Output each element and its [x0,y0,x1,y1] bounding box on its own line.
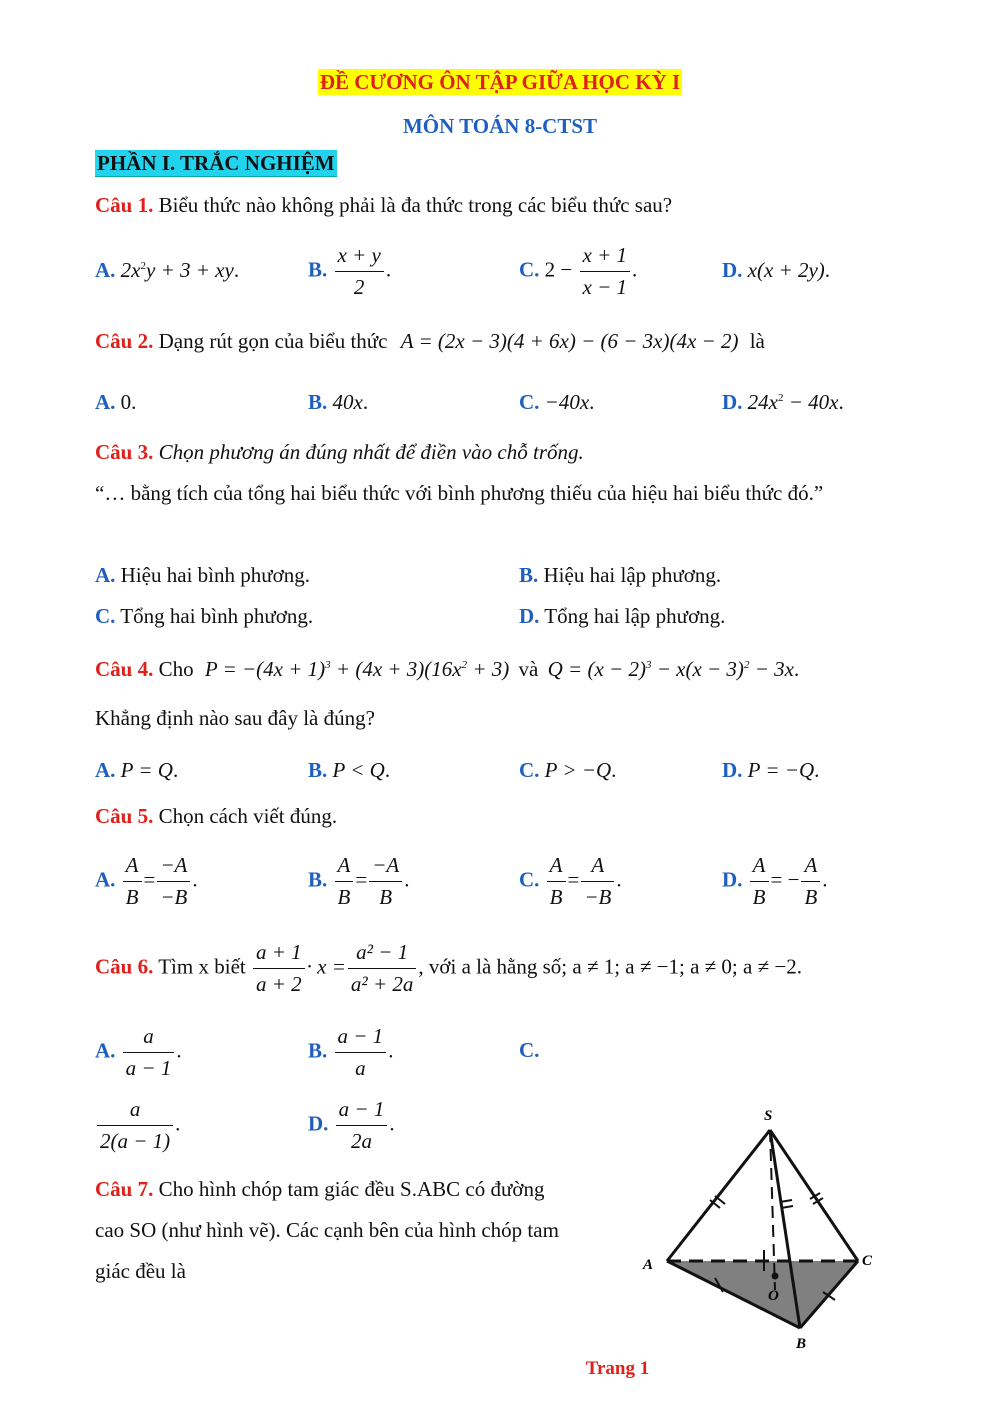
expression-p [205,657,509,681]
q6-option-d[interactable] [308,1097,395,1154]
period: . [388,1038,394,1063]
fraction [157,853,190,910]
option-expr: − 40x [783,390,839,414]
option-label: C. [95,604,116,628]
question-4-question: Khẳng định nào sau đây là đúng? [95,706,375,730]
numerator: A [335,853,354,882]
denominator: −B [160,885,188,909]
question-3-text: Chọn phương án đúng nhất để điền vào chỗ trống. [158,440,584,464]
option-expr: 2 − [544,257,573,282]
exponent: 2 [743,659,750,671]
denominator: B [549,885,563,909]
option-text: Tổng hai bình phương. [120,604,314,628]
denominator: a² + 2a [350,972,414,996]
fraction [123,1024,175,1081]
section-heading-text: PHẦN I. TRẮC NGHIỆM [97,151,335,175]
option-expr: −40x [544,390,590,414]
q6-option-c[interactable] [95,1097,180,1154]
label-O: O [768,1288,779,1304]
period: . [389,1111,395,1136]
question-4 [95,657,799,682]
question-5-text: Chọn cách viết đúng. [158,804,338,828]
fraction [336,1097,388,1154]
q6-option-c-label[interactable] [519,1038,539,1063]
option-expr: x(x + 2y) [747,258,825,282]
numerator: A [581,853,614,882]
option-label: D. [519,604,540,628]
option-label: A. [95,758,116,782]
period: . [616,867,622,892]
document-subtitle: MÔN TOÁN 8-CTST [402,114,598,138]
question-2-tail: là [749,329,765,353]
option-label: B. [308,867,328,892]
fraction [581,853,614,910]
option-label: A. [95,563,116,587]
document-title [0,70,1000,95]
question-6 [95,940,802,997]
q2-option-a[interactable] [95,390,136,415]
page-number: Trang 1 [585,1358,650,1379]
fraction [580,243,631,300]
q5-option-c[interactable] [519,853,622,910]
question-6-tail: , với a là hằng số; a ≠ 1; a ≠ −1; a ≠ 0; a ≠ −2. [418,954,802,979]
period: . [362,390,369,414]
expression-q [548,657,794,681]
option-expr: P = −Q [747,758,815,782]
period: . [824,258,831,282]
denominator: x − 1 [582,275,628,299]
option-label: D. [308,1111,329,1136]
point-O [772,1273,779,1280]
label-S: S [764,1108,773,1124]
q3-option-c[interactable] [95,604,313,629]
q1-option-d[interactable] [722,258,830,283]
period: . [233,258,240,282]
denominator: 2a [351,1129,372,1153]
operator: = [143,867,156,892]
fraction [123,853,142,910]
numerator: A [750,853,769,882]
period: . [385,257,392,282]
option-expr: 24x [747,390,778,414]
option-expr: P = Q [120,758,173,782]
period: . [192,867,198,892]
q4-option-b[interactable] [308,758,390,783]
question-2 [95,329,765,354]
option-label: D. [722,258,743,282]
question-5-label: Câu 5. [95,804,154,828]
q5-option-d[interactable] [722,853,828,910]
numerator: A [547,853,566,882]
option-text: Hiệu hai lập phương. [543,563,722,587]
question-7-line: giác đều là [95,1259,186,1283]
period: . [172,758,179,782]
option-label: C. [519,257,540,282]
fraction [335,853,354,910]
denominator: 2 [353,275,365,299]
q1-option-b[interactable] [308,243,391,300]
q5-option-a[interactable] [95,853,198,910]
period: . [793,657,800,681]
q6-option-b[interactable] [308,1024,393,1081]
period: . [589,390,595,414]
numerator: a [123,1024,175,1053]
fraction [547,853,566,910]
question-3 [95,440,584,465]
denominator: a − 1 [125,1056,172,1080]
question-1-label: Câu 1. [95,193,154,217]
option-expr: 0 [120,390,132,414]
option-label: D. [722,758,743,782]
option-expr: P < Q [332,758,385,782]
fraction [369,853,402,910]
option-label: D. [722,390,743,414]
exponent: 3 [325,659,331,671]
q2-option-d[interactable] [722,390,844,415]
exponent: 2 [140,260,146,272]
pyramid-figure [630,1100,890,1350]
q6-option-a[interactable] [95,1024,182,1081]
option-expr: y + 3 + xy [146,258,234,282]
question-2-label: Câu 2. [95,329,154,353]
numerator: A [801,853,820,882]
period: . [384,758,391,782]
option-label: D. [722,867,743,892]
exponent: 2 [778,392,784,404]
denominator: a + 2 [255,972,302,996]
period: . [131,390,137,414]
period: . [176,1038,182,1063]
q4-option-c[interactable] [519,758,616,783]
exponent: 3 [645,659,652,671]
option-label: C. [519,867,540,892]
numerator: a + 1 [253,940,305,969]
conjunction: và [518,657,539,681]
option-label: B. [519,563,539,587]
operator: = − [770,867,800,892]
option-label: A. [95,867,116,892]
q4-option-a[interactable] [95,758,178,783]
q3-option-a[interactable] [95,563,310,588]
option-label: B. [308,758,328,782]
numerator: x + 1 [580,243,631,272]
option-expr: 40x [332,390,363,414]
option-text: Tổng hai lập phương. [544,604,726,628]
denominator: B [752,885,766,909]
question-3-label: Câu 3. [95,440,154,464]
question-2-expression: A = (2x − 3)(4 + 6x) − (6 − 3x)(4x − 2) [400,329,739,353]
operator: = [567,867,580,892]
numerator: a² − 1 [348,940,416,969]
label-C: C [862,1253,873,1269]
document-title-text: ĐỀ CƯƠNG ÔN TẬP GIỮA HỌC KỲ I [319,70,681,94]
q1-option-a[interactable] [95,258,239,283]
fraction [801,853,820,910]
q2-option-b[interactable] [308,390,368,415]
operator: = [355,867,368,892]
question-1 [95,193,672,218]
expr-part: + (4x + 3)(16x [330,657,462,681]
period: . [838,390,844,414]
expr-part: Q = (x − 2) [547,657,646,681]
period: . [404,867,410,892]
period: . [611,758,617,782]
denominator: B [379,885,393,909]
expr-part: P = −(4x + 1) [204,657,326,681]
period: . [175,1111,181,1136]
question-1-text: Biểu thức nào không phải là đa thức trong các biểu thức sau? [158,193,673,217]
label-A: A [643,1257,654,1273]
expr-part: − 3x [749,657,794,681]
fraction [97,1097,173,1154]
question-7 [95,1177,544,1202]
q4-option-d[interactable] [722,758,819,783]
question-6-text: Tìm x biết [158,954,246,979]
fraction [348,940,416,997]
numerator: a − 1 [336,1097,388,1126]
option-label: C. [519,758,540,782]
fraction [253,940,305,997]
period: . [632,257,638,282]
edge-SA [667,1130,770,1261]
question-6-label: Câu 6. [95,954,154,979]
denominator: a [355,1056,366,1080]
q2-option-c[interactable] [519,390,594,415]
q1-option-c[interactable] [519,243,637,300]
question-4-label: Câu 4. [95,657,154,681]
denominator: B [125,885,139,909]
option-expr: 2x [120,258,141,282]
question-7-line: Cho hình chóp tam giác đều S.ABC có đường [158,1177,545,1201]
expr-part: + 3) [467,657,510,681]
exponent: 2 [461,659,468,671]
question-7-line: cao SO (như hình vẽ). Các cạnh bên của hình chóp tam [95,1218,559,1242]
numerator: A [123,853,142,882]
fraction [335,243,384,300]
option-label: B. [308,257,328,282]
q3-option-b[interactable] [519,563,721,588]
expr-part: − x(x − 3) [651,657,744,681]
period: . [814,758,820,782]
numerator: x + y [335,243,384,272]
option-label: C. [519,1038,540,1062]
question-5 [95,804,337,829]
denominator: 2(a − 1) [100,1129,171,1153]
q3-option-d[interactable] [519,604,725,629]
option-label: A. [95,258,116,282]
option-label: A. [95,1038,116,1063]
fraction [750,853,769,910]
numerator: −A [157,853,190,882]
numerator: a − 1 [335,1024,387,1053]
period: . [822,867,828,892]
question-3-quote: “… bằng tích của tổng hai biểu thức với bình phương thiếu của hiệu hai biểu thức đó.” [95,481,824,505]
option-label: B. [308,390,328,414]
option-expr: P > −Q [544,758,612,782]
q5-option-b[interactable] [308,853,409,910]
label-B: B [796,1336,807,1350]
option-label: C. [519,390,540,414]
numerator: −A [369,853,402,882]
denominator: B [337,885,351,909]
question-7-label: Câu 7. [95,1177,154,1201]
option-text: Hiệu hai bình phương. [120,563,310,587]
question-2-text: Dạng rút gọn của biểu thức [158,329,388,353]
question-4-text: Cho [158,657,194,681]
denominator: −B [584,885,612,909]
denominator: B [804,885,818,909]
operator: · x = [306,954,346,979]
option-label: A. [95,390,116,414]
option-label: B. [308,1038,328,1063]
section-heading [95,151,337,176]
fraction [335,1024,387,1081]
numerator: a [97,1097,173,1126]
